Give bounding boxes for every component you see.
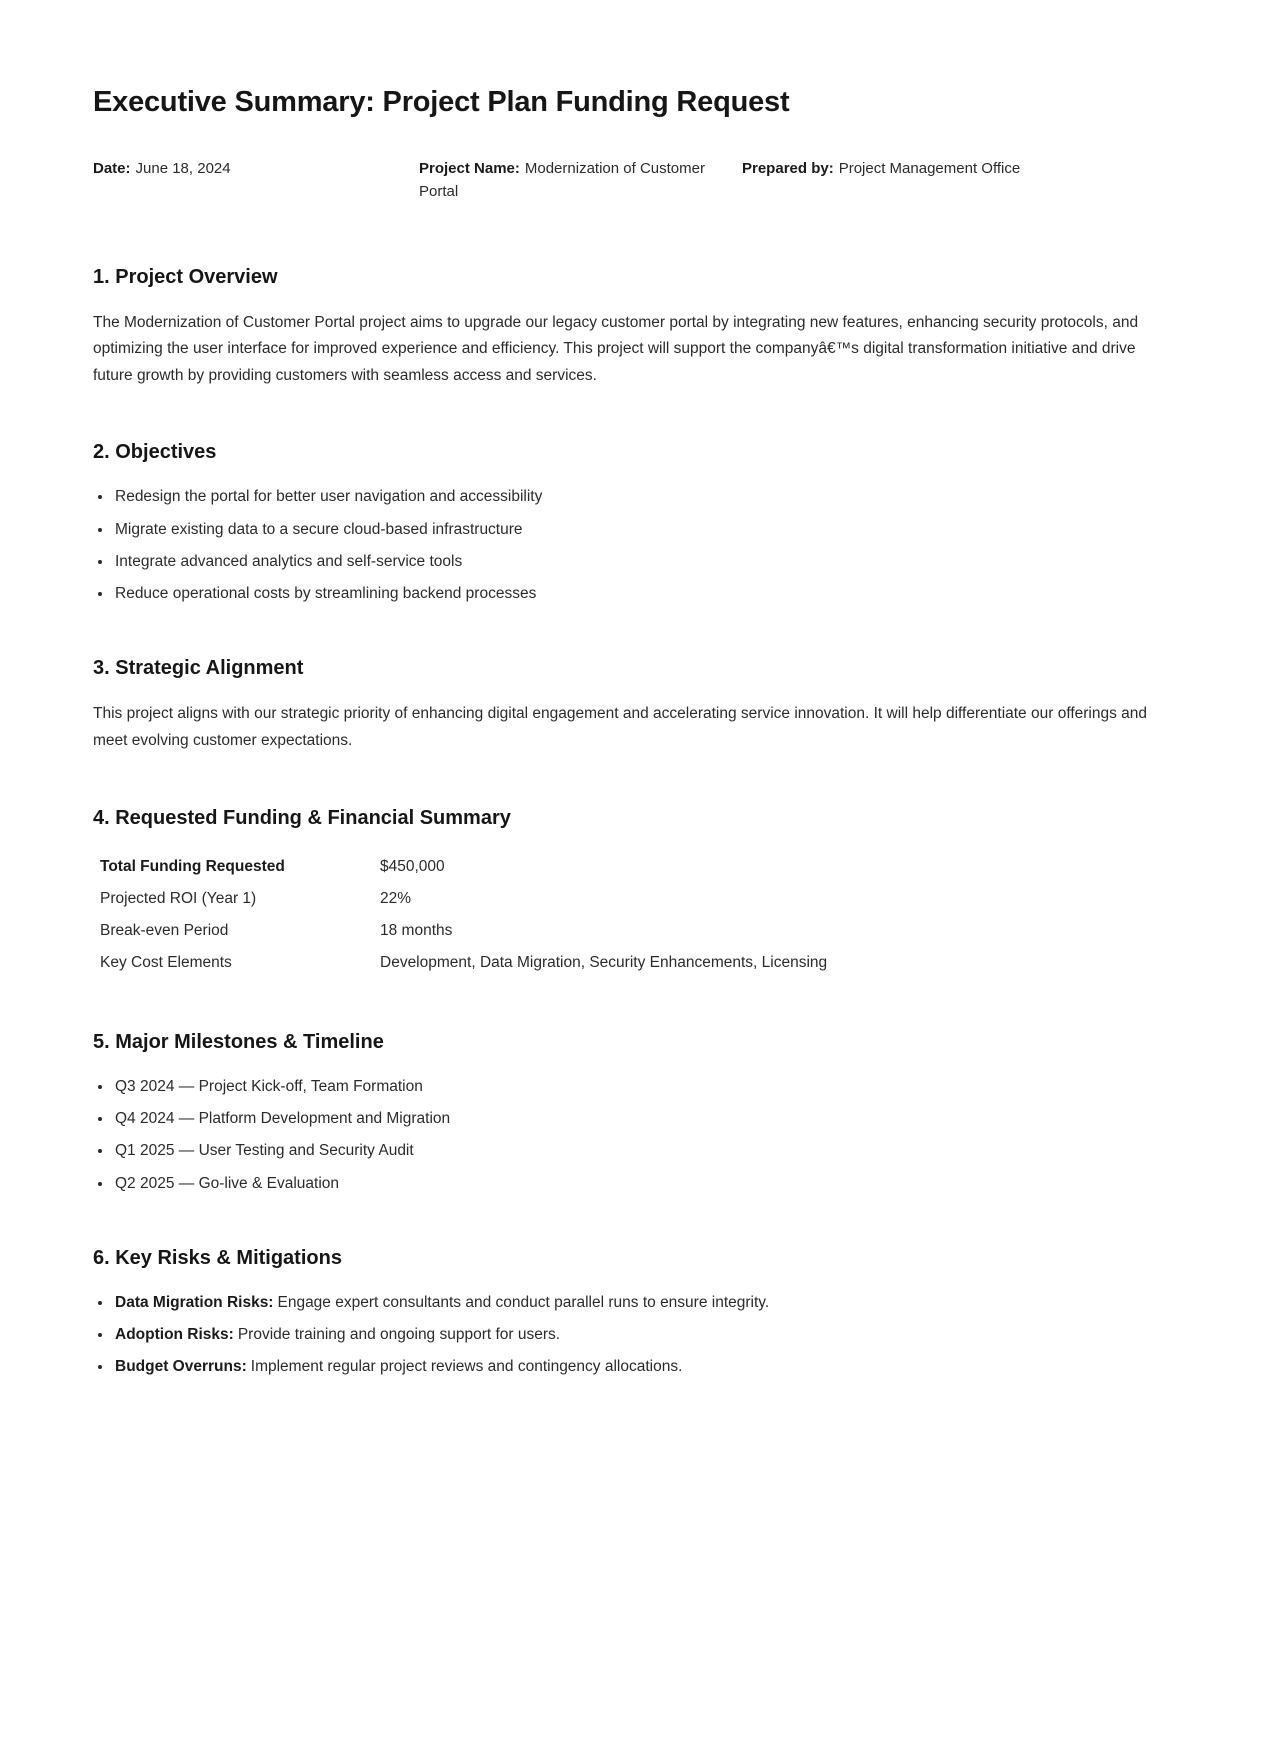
- meta-row: [93, 157, 1170, 204]
- risk-text: Implement regular project reviews and contingency allocations.: [250, 1358, 683, 1376]
- section-heading: 5. Major Milestones & Timeline: [93, 1030, 384, 1053]
- risk-text: Provide training and ongoing support for users.: [237, 1326, 561, 1344]
- table-row-value: 18 months: [380, 921, 453, 939]
- section-milestones-timeline: [93, 1031, 1170, 1195]
- meta-date-value: June 18, 2024: [135, 160, 231, 177]
- list-item: • Q1 2025 — User Testing and Security Audit: [113, 1139, 1170, 1162]
- table-row: [93, 851, 1170, 883]
- meta-date-label: Date:: [93, 160, 131, 177]
- risk-label: Budget Overruns:: [115, 1358, 247, 1376]
- table-row-label: Break-even Period: [100, 921, 229, 939]
- table-row: [93, 947, 1170, 979]
- meta-project-name: [419, 157, 742, 204]
- meta-project-name-value: Modernization of Customer Portal: [419, 160, 705, 201]
- list-item: • Q2 2025 — Go-live & Evaluation: [113, 1172, 1170, 1195]
- risk-label: Adoption Risks:: [115, 1326, 234, 1344]
- section-funding-summary: [93, 807, 1170, 979]
- section-heading: 2. Objectives: [93, 441, 217, 464]
- alignment-paragraph: This project aligns with our strategic priority of enhancing digital engagement and accelerating service innovation. It will help differentiate our offerings and meet evolving customer expectations.: [93, 705, 1148, 750]
- list-item: • Migrate existing data to a secure cloud-based infrastructure: [113, 518, 1170, 541]
- meta-project-name-label: Project Name:: [419, 160, 520, 177]
- meta-date: [93, 157, 419, 204]
- meta-prepared-by: [742, 157, 1170, 204]
- section-heading: 4. Requested Funding & Financial Summary: [93, 806, 511, 829]
- table-row: [93, 915, 1170, 947]
- funding-table: [93, 851, 1170, 979]
- table-row-label: Key Cost Elements: [100, 953, 232, 971]
- table-row-value: $450,000: [380, 857, 445, 875]
- section-heading: 1. Project Overview: [93, 265, 278, 288]
- table-row-value: 22%: [380, 889, 412, 907]
- list-item: [113, 1291, 1170, 1314]
- section-project-overview: [93, 266, 1170, 390]
- milestones-list: [93, 1075, 1170, 1195]
- section-objectives: [93, 441, 1170, 605]
- list-item: • Q4 2024 — Platform Development and Migration: [113, 1107, 1170, 1130]
- list-item: [113, 1355, 1170, 1378]
- section-strategic-alignment: [93, 657, 1170, 754]
- overview-paragraph: The Modernization of Customer Portal project aims to upgrade our legacy customer portal by integrating new features, enhancing security protocols, and optimizing the user interface for improved experience and efficiency. This project will support the companyâ€™s digital transformation initiative and drive future growth by providing customers with seamless access and services.: [93, 313, 1139, 384]
- objectives-list: [93, 485, 1170, 605]
- section-risks-mitigations: [93, 1247, 1170, 1379]
- table-row: [93, 883, 1170, 915]
- list-item: • Q3 2024 — Project Kick-off, Team Formation: [113, 1075, 1170, 1098]
- list-item: • Reduce operational costs by streamlining backend processes: [113, 582, 1170, 605]
- table-row-value: Development, Data Migration, Security Enhancements, Licensing: [380, 953, 828, 971]
- risk-label: Data Migration Risks:: [115, 1293, 274, 1311]
- section-heading: 3. Strategic Alignment: [93, 657, 304, 680]
- list-item: [113, 1323, 1170, 1346]
- table-row-label: Projected ROI (Year 1): [100, 889, 257, 907]
- list-item: • Redesign the portal for better user navigation and accessibility: [113, 485, 1170, 508]
- table-row-label: Total Funding Requested: [100, 857, 285, 875]
- risks-list: [93, 1291, 1170, 1379]
- page-title: Executive Summary: Project Plan Funding Request: [93, 86, 790, 118]
- meta-prepared-by-value: Project Management Office: [838, 160, 1021, 177]
- section-heading: 6. Key Risks & Mitigations: [93, 1246, 342, 1269]
- list-item: • Integrate advanced analytics and self-service tools: [113, 550, 1170, 573]
- meta-prepared-by-label: Prepared by:: [742, 160, 834, 177]
- risk-text: Engage expert consultants and conduct parallel runs to ensure integrity.: [277, 1293, 770, 1311]
